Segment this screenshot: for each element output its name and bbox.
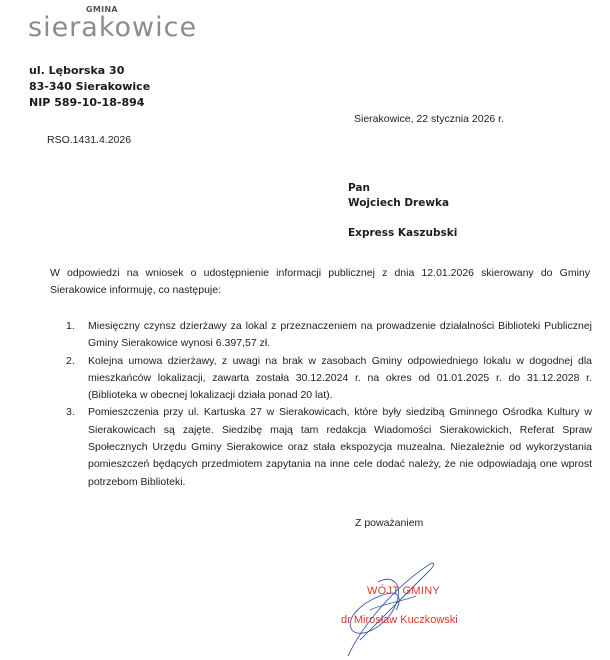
logo-gmina-label: GMINA bbox=[86, 5, 118, 14]
logo-municipality-name: sierakowice bbox=[28, 12, 198, 43]
address-nip: NIP 589-10-18-894 bbox=[29, 96, 145, 109]
recipient-block bbox=[348, 181, 457, 241]
recipient-organization: Express Kaszubski bbox=[348, 227, 458, 239]
recipient-name: Wojciech Drewka bbox=[348, 197, 450, 209]
reference-number: RSO.1431.4.2026 bbox=[47, 134, 132, 146]
closing-phrase: Z poważaniem bbox=[355, 517, 424, 529]
address-street: ul. Lęborska 30 bbox=[29, 64, 125, 77]
list-item-number: 2. bbox=[66, 354, 75, 367]
list-item-text: Pomieszczenia przy ul. Kartuska 27 w Sierakowicach, które były siedzibą Gminnego Ośrodka Kultury w Sierakowicach są zajęte. Siedzibę mają tam redakcja Wiadomości Sierakowickich, Referat Spraw Społecznych Urzędu Gminy Sierakowice oraz stała ekspozycja muzealna. Niezależnie od wykorzystania pomieszczeń będących przedmiotem zapytania na inne cele dodać należy, że nie odpowiadają one wprost potrzebom Biblioteki. bbox=[88, 406, 592, 488]
list-item-text: Miesięczny czynsz dzierżawy za lokal z przeznaczeniem na prowadzenie działalności Biblioteki Publicznej Gminy Sierakowice wynosi 6.397,57 zł. bbox=[88, 320, 592, 350]
sender-address bbox=[29, 63, 150, 111]
list-item bbox=[66, 404, 592, 490]
handwritten-signature bbox=[330, 560, 450, 660]
recipient-salutation: Pan bbox=[348, 182, 370, 194]
stamp-title: WÓJT GMINY bbox=[367, 585, 441, 597]
list-item-number: 3. bbox=[66, 406, 75, 419]
list-item-number: 1. bbox=[66, 320, 75, 332]
signature-tail bbox=[370, 596, 416, 610]
stamp-name: dr Mirosław Kuczkowski bbox=[341, 614, 458, 626]
address-postal: 83-340 Sierakowice bbox=[29, 80, 151, 93]
response-list bbox=[66, 318, 592, 491]
list-item-text: Kolejna umowa dzierżawy, z uwagi na brak w zasobach Gminy odpowiedniego lokalu w dogodnej dla mieszkańców lokalizacji, zawarta została 30.12.2024 r. na okres od 01.01.2025 r. do 31.12.2028 r. (Biblioteka w obecnej lokalizacji działa ponad 20 lat). bbox=[88, 354, 592, 402]
list-item bbox=[66, 353, 592, 405]
list-item bbox=[66, 318, 592, 353]
intro-paragraph: W odpowiedzi na wniosek o udostępnienie informacji publicznej z dnia 12.01.2026 skierowany do Gminy Sierakowice informuję, co następuje: bbox=[50, 267, 590, 296]
signature-stroke bbox=[348, 563, 434, 656]
place-date: Sierakowice, 22 stycznia 2026 r. bbox=[354, 113, 504, 125]
